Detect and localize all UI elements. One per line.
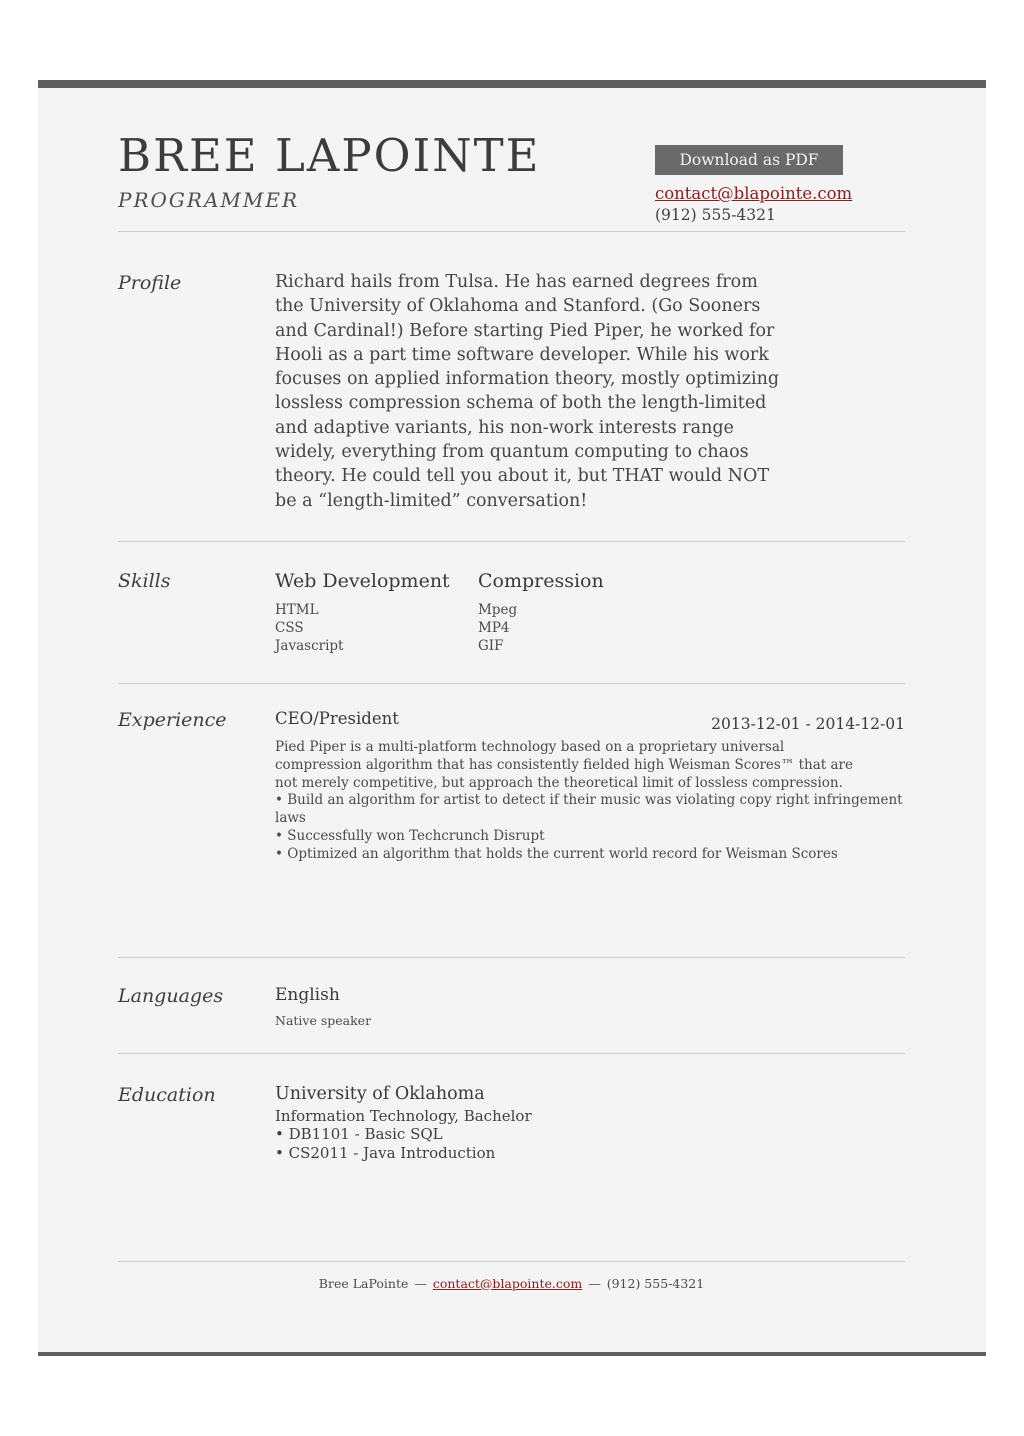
education-course: • CS2011 - Java Introduction xyxy=(275,1143,496,1162)
language-name: English xyxy=(275,984,340,1005)
job-entry xyxy=(275,709,905,864)
person-name: BREE LAPOINTE xyxy=(118,129,541,182)
footer-email-link[interactable]: contact@blapointe.com xyxy=(432,1275,583,1291)
resume-sheet xyxy=(38,80,986,1356)
job-dates: 2013-12-01 - 2014-12-01 xyxy=(711,714,905,733)
languages-content xyxy=(275,985,905,1028)
person-role: PROGRAMMER xyxy=(118,188,300,213)
section-experience xyxy=(118,684,905,957)
footer-name: Bree LaPointe xyxy=(318,1275,409,1291)
header-phone: (912) 555-4321 xyxy=(655,206,776,224)
section-education xyxy=(118,1054,905,1261)
job-summary: Pied Piper is a multi-platform technology based on a proprietary universal compression algorithm that has consistently fielded high Weisman Scores™ that are not merely competitive, but approach the theoretical limit of lossless compression. xyxy=(275,738,853,791)
language-entry xyxy=(275,985,905,1028)
section-label-experience: Experience xyxy=(118,708,227,731)
header-email-link[interactable]: contact@blapointe.com xyxy=(655,184,853,203)
footer-separator: — xyxy=(414,1275,427,1291)
skill-item: CSS xyxy=(275,619,304,636)
language-fluency: Native speaker xyxy=(275,1012,372,1028)
footer xyxy=(118,1262,905,1291)
section-label-languages: Languages xyxy=(118,984,224,1007)
job-highlight: • Successfully won Techcrunch Disrupt xyxy=(275,827,545,844)
footer-separator: — xyxy=(588,1275,601,1291)
contact-block xyxy=(655,145,853,224)
skill-item: Mpeg xyxy=(478,601,518,618)
profile-content xyxy=(275,270,905,513)
skill-group-name: Compression xyxy=(478,569,604,592)
education-institution: University of Oklahoma xyxy=(275,1083,485,1104)
job-highlight: • Build an algorithm for artist to detect if their music was violating copy right infringement laws xyxy=(275,792,903,827)
skill-item: Javascript xyxy=(275,637,344,654)
section-label-education: Education xyxy=(118,1083,216,1106)
section-label-skills: Skills xyxy=(118,569,171,592)
skill-group-compression xyxy=(478,570,681,655)
section-label-profile: Profile xyxy=(118,272,182,294)
education-content xyxy=(275,1084,905,1163)
header xyxy=(118,88,905,231)
skill-group-web-development xyxy=(275,570,478,655)
footer-line xyxy=(118,1276,905,1291)
footer-phone: (912) 555-4321 xyxy=(606,1275,705,1291)
download-pdf-button[interactable]: Download as PDF xyxy=(655,145,843,175)
education-entry xyxy=(275,1084,905,1163)
experience-content xyxy=(275,709,905,864)
skill-item: HTML xyxy=(275,601,319,618)
skill-item: GIF xyxy=(478,637,504,654)
section-languages xyxy=(118,958,905,1053)
job-title: CEO/President xyxy=(275,708,399,728)
skill-item: MP4 xyxy=(478,619,510,636)
section-skills xyxy=(118,542,905,683)
skill-group-name: Web Development xyxy=(275,569,450,592)
skills-content xyxy=(275,570,905,655)
education-course: • DB1101 - Basic SQL xyxy=(275,1124,443,1143)
education-degree: Information Technology, Bachelor xyxy=(275,1106,532,1125)
job-highlight: • Optimized an algorithm that holds the current world record for Weisman Scores xyxy=(275,845,838,862)
profile-text: Richard hails from Tulsa. He has earned degrees from the University of Oklahoma and Stanford. (Go Sooners and Cardinal!) Before starting Pied Piper, he worked for Hooli as a part time software developer. While his work focuses on applied information theory, mostly optimizing lossless compression schema of both the length-limited and adaptive variants, his non-work interests range widely, everything from quantum computing to chaos theory. He could tell you about it, but THAT would NOT be a “length-limited” conversation! xyxy=(275,272,780,511)
section-profile xyxy=(118,232,905,541)
